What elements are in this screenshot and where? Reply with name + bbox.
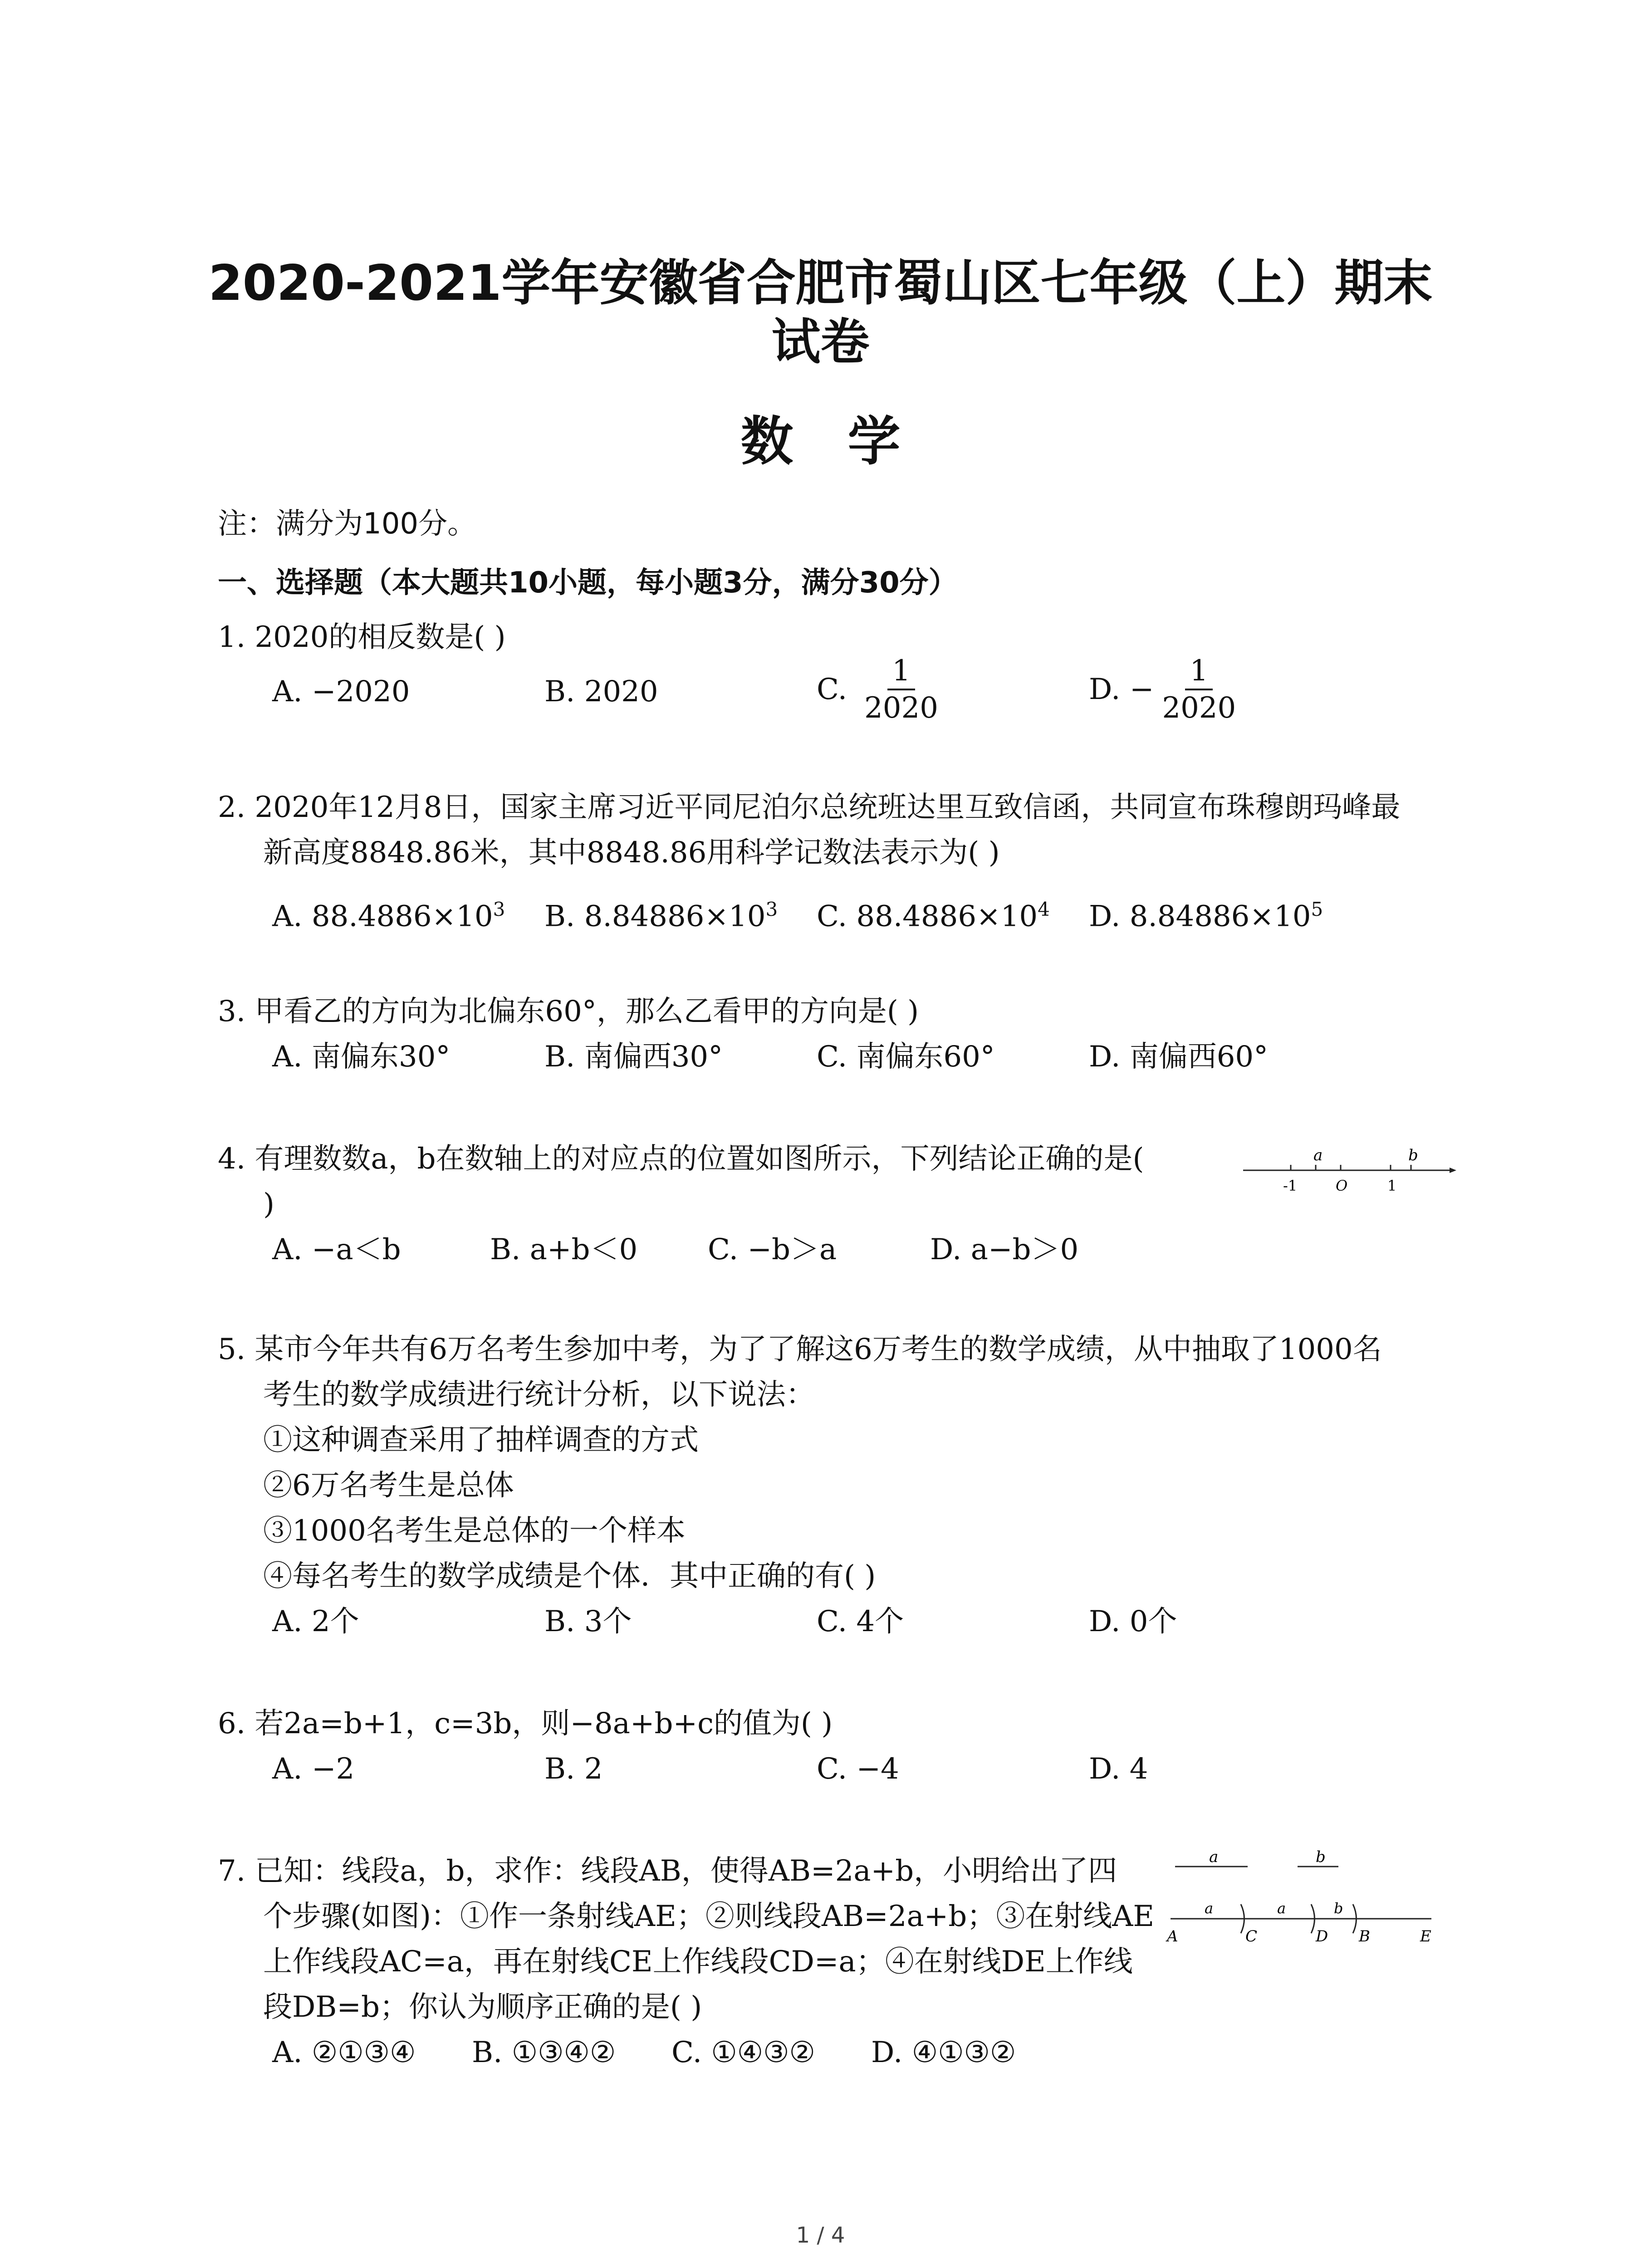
- q7-option-a: A. ②①③④: [272, 2036, 416, 2069]
- q1-option-d: [1089, 653, 1240, 726]
- ray-a-label-2: a: [1277, 1900, 1286, 1917]
- exponent: 4: [1038, 898, 1050, 920]
- q5-option-c: C. 4个: [817, 1605, 904, 1638]
- point-a-label: A: [1167, 1927, 1178, 1945]
- q3-option-c: C. 南偏东60°: [817, 1040, 995, 1074]
- q1-option-d-label: D. −: [1089, 673, 1154, 706]
- label-neg1: -1: [1283, 1177, 1298, 1194]
- question-7-stem-line1: 7. 已知：线段a，b，求作：线段AB，使得AB=2a+b，小明给出了四: [218, 1854, 1117, 1888]
- question-4-stem-line2: ): [263, 1188, 274, 1221]
- question-7-stem-line4: 段DB=b；你认为顺序正确的是( ): [263, 1990, 702, 2024]
- q2-option-c-text: C. 88.4886×10: [817, 899, 1038, 934]
- q6-option-b: B. 2: [544, 1752, 603, 1786]
- q2-option-b: [544, 889, 778, 937]
- label-a: a: [1313, 1146, 1323, 1164]
- question-2-stem-line2: 新高度8848.86米，其中8848.86用科学记数法表示为( ): [263, 836, 1000, 870]
- q5-option-b: B. 3个: [544, 1605, 632, 1638]
- q4-option-c: C. −b＞a: [708, 1233, 837, 1266]
- question-5-statement-3: ③1000名考生是总体的一个样本: [263, 1514, 686, 1548]
- q2-option-d-text: D. 8.84886×10: [1089, 899, 1311, 934]
- q4-option-a: A. −a＜b: [272, 1233, 401, 1266]
- ray-b-label: b: [1334, 1900, 1343, 1917]
- question-1-stem: 1. 2020的相反数是( ): [218, 621, 506, 654]
- point-d-label: D: [1316, 1927, 1328, 1945]
- question-5-stem-line2: 考生的数学成绩进行统计分析，以下说法：: [263, 1378, 815, 1412]
- question-5-statement-1: ①这种调查采用了抽样调查的方式: [263, 1423, 699, 1457]
- label-b: b: [1408, 1146, 1418, 1164]
- arrow-right-icon: [1450, 1168, 1456, 1173]
- q7-option-b: B. ①③④②: [472, 2036, 616, 2069]
- q6-option-d: D. 4: [1089, 1752, 1148, 1786]
- fraction-denominator: 2020: [1162, 691, 1236, 725]
- question-7-stem-line3: 上作线段AC=a，再在射线CE上作线段CD=a；④在射线DE上作线: [263, 1945, 1133, 1979]
- question-4-stem-line1: 4. 有理数数a，b在数轴上的对应点的位置如图所示，下列结论正确的是(: [218, 1142, 1144, 1176]
- q4-option-d: D. a−b＞0: [930, 1233, 1079, 1266]
- q1-option-b: B. 2020: [544, 675, 658, 709]
- segment-b-label: b: [1316, 1848, 1326, 1866]
- segment-a-label: a: [1209, 1848, 1219, 1866]
- fraction: [1157, 653, 1240, 726]
- ray-a-label-1: a: [1205, 1900, 1214, 1917]
- exam-title-line2: 试卷: [771, 314, 870, 371]
- label-origin: O: [1336, 1177, 1348, 1194]
- q2-option-a-text: A. 88.4886×10: [272, 899, 493, 934]
- question-5-stem-line1: 5. 某市今年共有6万名考生参加中考，为了了解这6万考生的数学成绩，从中抽取了1000名: [218, 1333, 1382, 1366]
- exam-title-line1: 2020-2021学年安徽省合肥市蜀山区七年级（上）期末: [208, 255, 1433, 312]
- segment-construction-figure: [1166, 1848, 1447, 1955]
- q2-option-b-text: B. 8.84886×10: [544, 899, 766, 934]
- question-2-stem-line1: 2. 2020年12月8日，国家主席习近平同尼泊尔总统班达里互致信函，共同宣布珠穆朗玛峰最: [218, 791, 1401, 824]
- question-7-stem-line2: 个步骤(如图)：①作一条射线AE；②则线段AB=2a+b；③在射线AE: [263, 1900, 1155, 1933]
- q6-option-a: A. −2: [272, 1752, 355, 1786]
- number-line-figure: [1243, 1143, 1456, 1202]
- subject-title: 数学: [740, 411, 955, 472]
- question-3-stem: 3. 甲看乙的方向为北偏东60°，那么乙看甲的方向是( ): [218, 995, 919, 1028]
- fraction-numerator: 1: [887, 653, 915, 690]
- q1-option-c: [817, 653, 943, 726]
- label-one: 1: [1387, 1177, 1397, 1194]
- page-number: 1 / 4: [796, 2223, 845, 2248]
- section-heading-choice: 一、选择题（本大题共10小题，每小题3分，满分30分）: [218, 566, 958, 600]
- q6-option-c: C. −4: [817, 1752, 899, 1786]
- exponent: 5: [1311, 898, 1323, 920]
- q3-option-b: B. 南偏西30°: [544, 1040, 723, 1074]
- q3-option-a: A. 南偏东30°: [272, 1040, 451, 1074]
- question-5-statement-2: ②6万名考生是总体: [263, 1469, 514, 1502]
- point-b-label: B: [1359, 1927, 1370, 1945]
- exponent: 3: [493, 898, 505, 920]
- exponent: 3: [765, 898, 778, 920]
- q7-option-d: D. ④①③②: [871, 2036, 1016, 2069]
- point-e-label: E: [1420, 1927, 1431, 1945]
- score-note: 注：满分为100分。: [218, 507, 477, 541]
- question-6-stem: 6. 若2a=b+1，c=3b，则−8a+b+c的值为( ): [218, 1707, 833, 1740]
- q1-option-c-label: C.: [817, 673, 847, 706]
- fraction: [860, 653, 943, 726]
- q2-option-c: [817, 889, 1050, 937]
- fraction-denominator: 2020: [864, 691, 938, 725]
- q4-option-b: B. a+b＜0: [490, 1233, 638, 1266]
- q5-option-d: D. 0个: [1089, 1605, 1177, 1638]
- question-5-statement-4: ④每名考生的数学成绩是个体．其中正确的有( ): [263, 1559, 876, 1593]
- fraction-numerator: 1: [1185, 653, 1213, 690]
- point-c-label: C: [1245, 1927, 1258, 1945]
- q7-option-c: C. ①④③②: [671, 2036, 815, 2069]
- q3-option-d: D. 南偏西60°: [1089, 1040, 1269, 1074]
- q2-option-d: [1089, 889, 1323, 937]
- q5-option-a: A. 2个: [272, 1605, 359, 1638]
- q2-option-a: [272, 889, 505, 937]
- q1-option-a: A. −2020: [272, 675, 410, 709]
